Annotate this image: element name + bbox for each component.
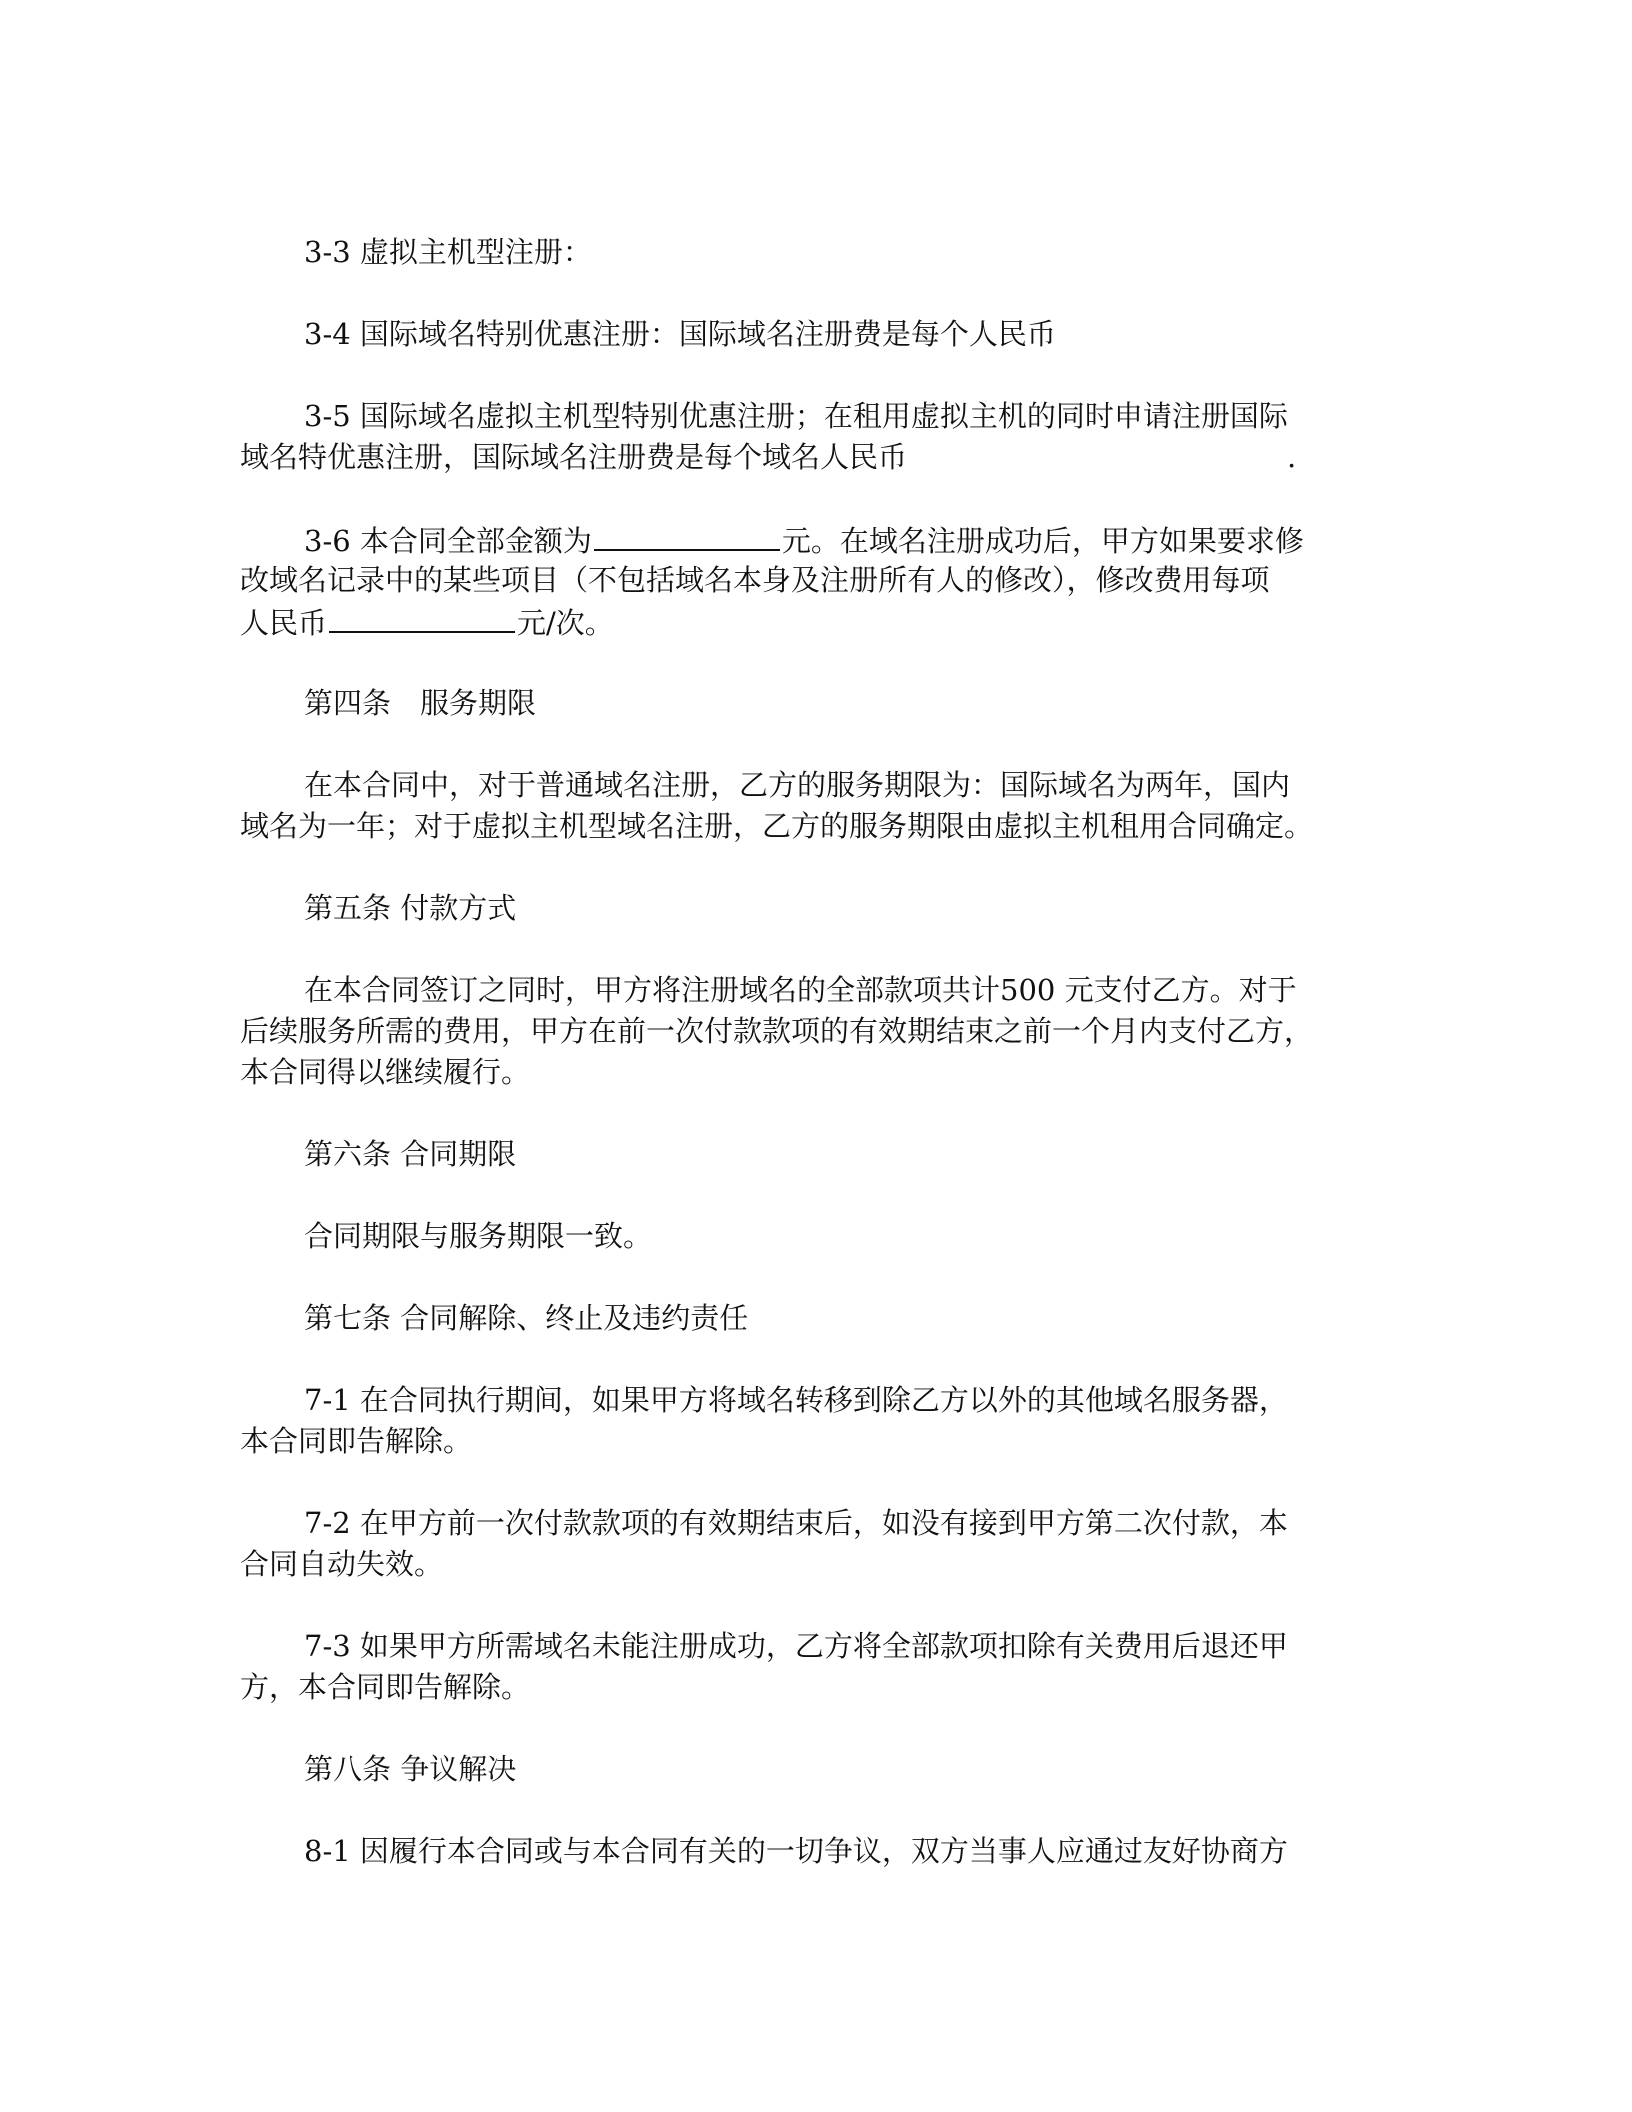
clause-line: 7-2 在甲方前一次付款款项的有效期结束后，如没有接到甲方第二次付款，本 — [304, 1506, 1288, 1540]
clause-line: 在本合同签订之同时，甲方将注册域名的全部款项共计500 元支付乙方。对于 — [304, 973, 1297, 1007]
clause-line: 7-3 如果甲方所需域名未能注册成功，乙方将全部款项扣除有关费用后退还甲 — [304, 1629, 1288, 1663]
article-5-body — [240, 970, 1392, 1093]
clause-line: 3-5 国际域名虚拟主机型特别优惠注册；在租用虚拟主机的同时申请注册国际 — [304, 399, 1288, 433]
clause-line: 改域名记录中的某些项目（不包括域名本身及注册所有人的修改），修改费用每项 — [240, 563, 1270, 597]
fee-blank[interactable] — [329, 601, 515, 633]
clause-line-text: 3-6 本合同全部金额为 — [304, 524, 592, 558]
clause-line: 域名为一年；对于虚拟主机型域名注册，乙方的服务期限由虚拟主机租用合同确定。 — [240, 809, 1314, 843]
clause-line — [240, 601, 1392, 642]
clause-line-text: 域名特优惠注册，国际域名注册费是每个域名人民币 — [240, 440, 908, 474]
clause-line: 合同自动失效。 — [240, 1547, 444, 1581]
clause-3-4 — [240, 314, 1392, 355]
clause-line: 方，本合同即告解除。 — [240, 1670, 531, 1704]
clause-line: 后续服务所需的费用，甲方在前一次付款款项的有效期结束之前一个月内支付乙方， — [240, 1014, 1314, 1048]
article-heading: 第四条 服务期限 — [304, 686, 537, 720]
clause-8-1 — [240, 1831, 1392, 1872]
clause-line-text: 人民币 — [240, 606, 328, 640]
clause-line: 在本合同中，对于普通域名注册，乙方的服务期限为：国际域名为两年，国内 — [304, 768, 1291, 802]
article-heading: 第七条 合同解除、终止及违约责任 — [304, 1301, 749, 1335]
article-4-body — [240, 765, 1392, 847]
clause-line: 7-1 在合同执行期间，如果甲方将域名转移到除乙方以外的其他域名服务器， — [304, 1383, 1288, 1417]
clause-7-1 — [240, 1380, 1392, 1462]
clause-text: 8-1 因履行本合同或与本合同有关的一切争议，双方当事人应通过友好协商方 — [304, 1834, 1288, 1868]
clause-text: 3-3 虚拟主机型注册： — [304, 235, 592, 269]
clause-text: 合同期限与服务期限一致。 — [304, 1219, 653, 1253]
article-6-body — [240, 1216, 1392, 1257]
clause-3-5 — [240, 396, 1392, 478]
clause-text: 3-4 国际域名特别优惠注册：国际域名注册费是每个人民币 — [304, 317, 1056, 351]
trailing-period: . — [1287, 440, 1297, 474]
article-4-heading — [240, 683, 1392, 724]
clause-3-6 — [240, 519, 1392, 642]
clause-7-3 — [240, 1626, 1392, 1708]
article-6-heading — [240, 1134, 1392, 1175]
article-8-heading — [240, 1749, 1392, 1790]
article-heading: 第六条 合同期限 — [304, 1137, 517, 1171]
article-heading: 第五条 付款方式 — [304, 891, 517, 925]
clause-line — [240, 519, 1392, 560]
clause-7-2 — [240, 1503, 1392, 1585]
clause-line: 本合同得以继续履行。 — [240, 1055, 531, 1089]
clause-line-text: 元。在域名注册成功后，甲方如果要求修 — [781, 524, 1304, 558]
article-heading: 第八条 争议解决 — [304, 1752, 517, 1786]
article-7-heading — [240, 1298, 1392, 1339]
clause-line-text: 元/次。 — [517, 606, 614, 640]
article-5-heading — [240, 888, 1392, 929]
amount-blank[interactable] — [594, 519, 780, 551]
clause-3-3 — [240, 232, 1392, 273]
clause-line — [240, 437, 1392, 478]
clause-line: 本合同即告解除。 — [240, 1424, 473, 1458]
